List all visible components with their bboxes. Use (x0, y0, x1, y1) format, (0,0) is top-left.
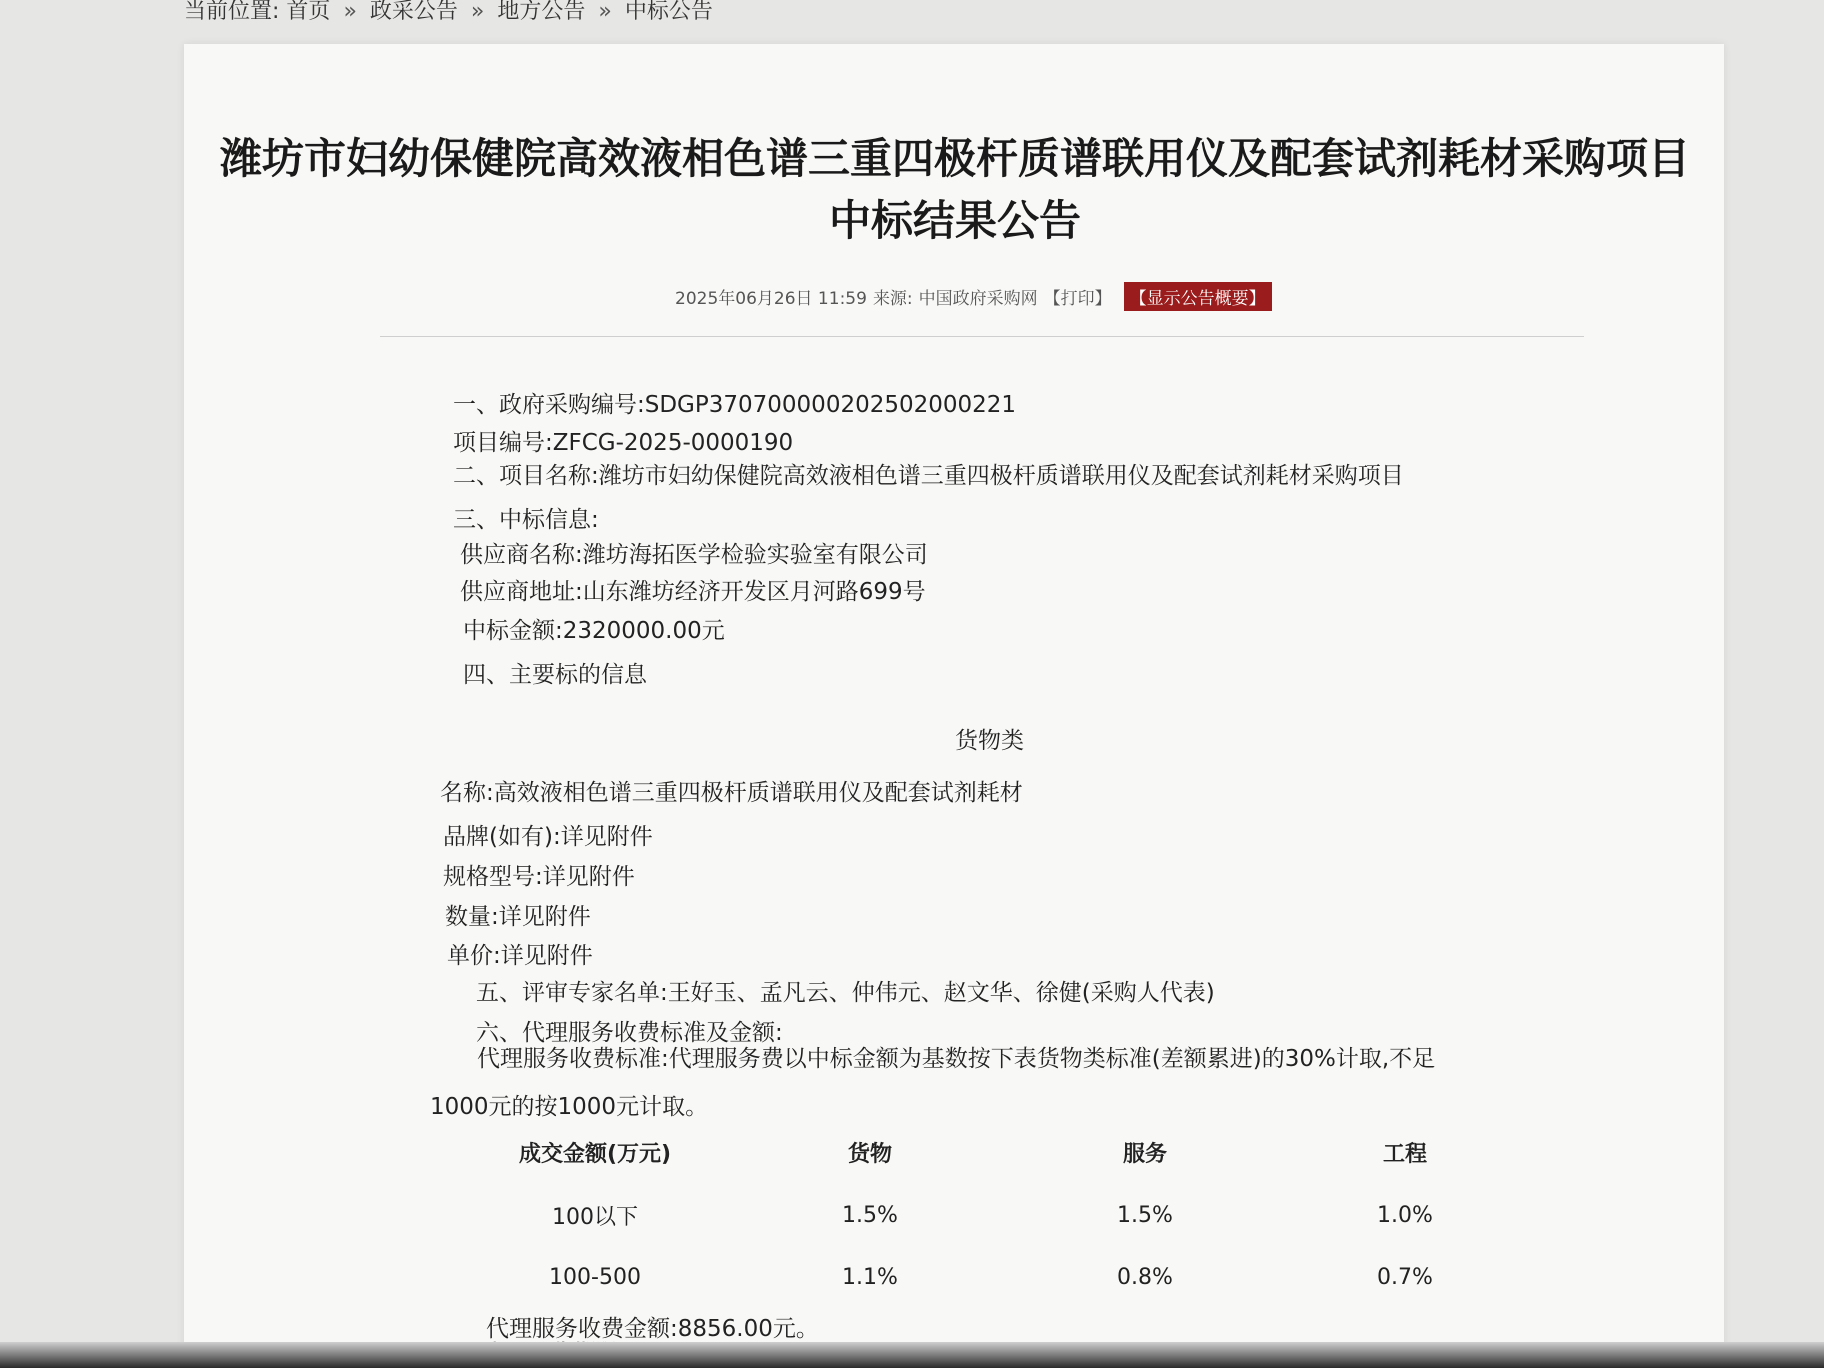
table-cell: 100以下 (552, 1204, 638, 1230)
screen-bottom-edge (0, 1342, 1824, 1368)
quantity: 数量:详见附件 (445, 904, 591, 930)
goods-category-heading: 货物类 (955, 728, 1024, 754)
breadcrumb-award-announcement-link[interactable]: 中标公告 (624, 0, 713, 24)
header-divider (380, 336, 1584, 337)
announcement-meta (675, 282, 1272, 311)
column-header-amount: 成交金额(万元) (518, 1141, 672, 1167)
project-name: 二、项目名称:潍坊市妇幼保健院高效液相色谱三重四极杆质谱联用仪及配套试剂耗材采购项目 (453, 463, 1404, 489)
project-number: 项目编号:ZFCG-2025-0000190 (453, 430, 794, 456)
review-experts: 五、评审专家名单:王好玉、孟凡云、仲伟元、赵文华、徐健(采购人代表) (476, 980, 1215, 1006)
agency-fee-amount: 代理服务收费金额:8856.00元。 (486, 1316, 819, 1342)
table-cell: 1.0% (1377, 1202, 1433, 1228)
show-summary-button[interactable]: 【显示公告概要】 (1124, 282, 1272, 311)
breadcrumb-local-announcement-link[interactable]: 地方公告 (497, 0, 586, 24)
supplier-name: 供应商名称:潍坊海拓医学检验实验室有限公司 (460, 542, 928, 568)
column-header-goods: 货物 (847, 1141, 892, 1167)
table-cell: 0.7% (1377, 1264, 1433, 1290)
spec-model: 规格型号:详见附件 (443, 864, 635, 890)
table-cell: 1.5% (842, 1202, 898, 1228)
column-header-services: 服务 (1122, 1141, 1167, 1167)
breadcrumb-home-link[interactable]: 首页 (286, 0, 331, 24)
unit-price: 单价:详见附件 (447, 943, 593, 969)
source-name: 中国政府采购网 (918, 289, 1038, 309)
breadcrumb-prefix: 当前位置: (184, 0, 280, 24)
table-row (460, 1184, 1530, 1246)
page-title: 潍坊市妇幼保健院高效液相色谱三重四极杆质谱联用仪及配套试剂耗材采购项目中标结果公告 (219, 134, 1690, 245)
print-link[interactable]: 【打印】 (1043, 289, 1112, 309)
breadcrumb-separator: » (598, 0, 612, 24)
source-label: 来源: (872, 289, 913, 309)
item-name: 名称:高效液相色谱三重四极杆质谱联用仪及配套试剂耗材 (440, 780, 1023, 806)
award-info-heading: 三、中标信息: (453, 507, 599, 533)
procurement-number: 一、政府采购编号:SDGP370700000202502000221 (453, 392, 1017, 418)
agency-fee-standard-cont: 1000元的按1000元计取。 (430, 1094, 709, 1120)
agency-fee-standard: 代理服务收费标准:代理服务费以中标金额为基数按下表货物类标准(差额累进)的30%计取,不足 (477, 1046, 1436, 1072)
supplier-address: 供应商地址:山东潍坊经济开发区月河路699号 (460, 579, 926, 605)
breadcrumb (184, 0, 713, 25)
table-cell: 100-500 (549, 1264, 641, 1290)
column-header-construction: 工程 (1382, 1141, 1427, 1167)
publish-datetime: 2025年06月26日 11:59 (675, 289, 867, 309)
table-header-row (460, 1120, 1530, 1184)
breadcrumb-separator: » (343, 0, 357, 24)
main-subject-heading: 四、主要标的信息 (463, 662, 647, 688)
table-cell: 1.5% (1117, 1202, 1173, 1228)
breadcrumb-gov-procurement-link[interactable]: 政采公告 (369, 0, 458, 24)
breadcrumb-separator: » (470, 0, 485, 24)
agency-fee-table (460, 1120, 1530, 1308)
table-row (460, 1246, 1530, 1308)
agency-fee-heading: 六、代理服务收费标准及金额: (476, 1020, 783, 1046)
table-cell: 1.1% (842, 1264, 898, 1290)
award-amount: 中标金额:2320000.00元 (463, 618, 725, 644)
brand: 品牌(如有):详见附件 (443, 824, 653, 850)
table-cell: 0.8% (1117, 1264, 1173, 1290)
